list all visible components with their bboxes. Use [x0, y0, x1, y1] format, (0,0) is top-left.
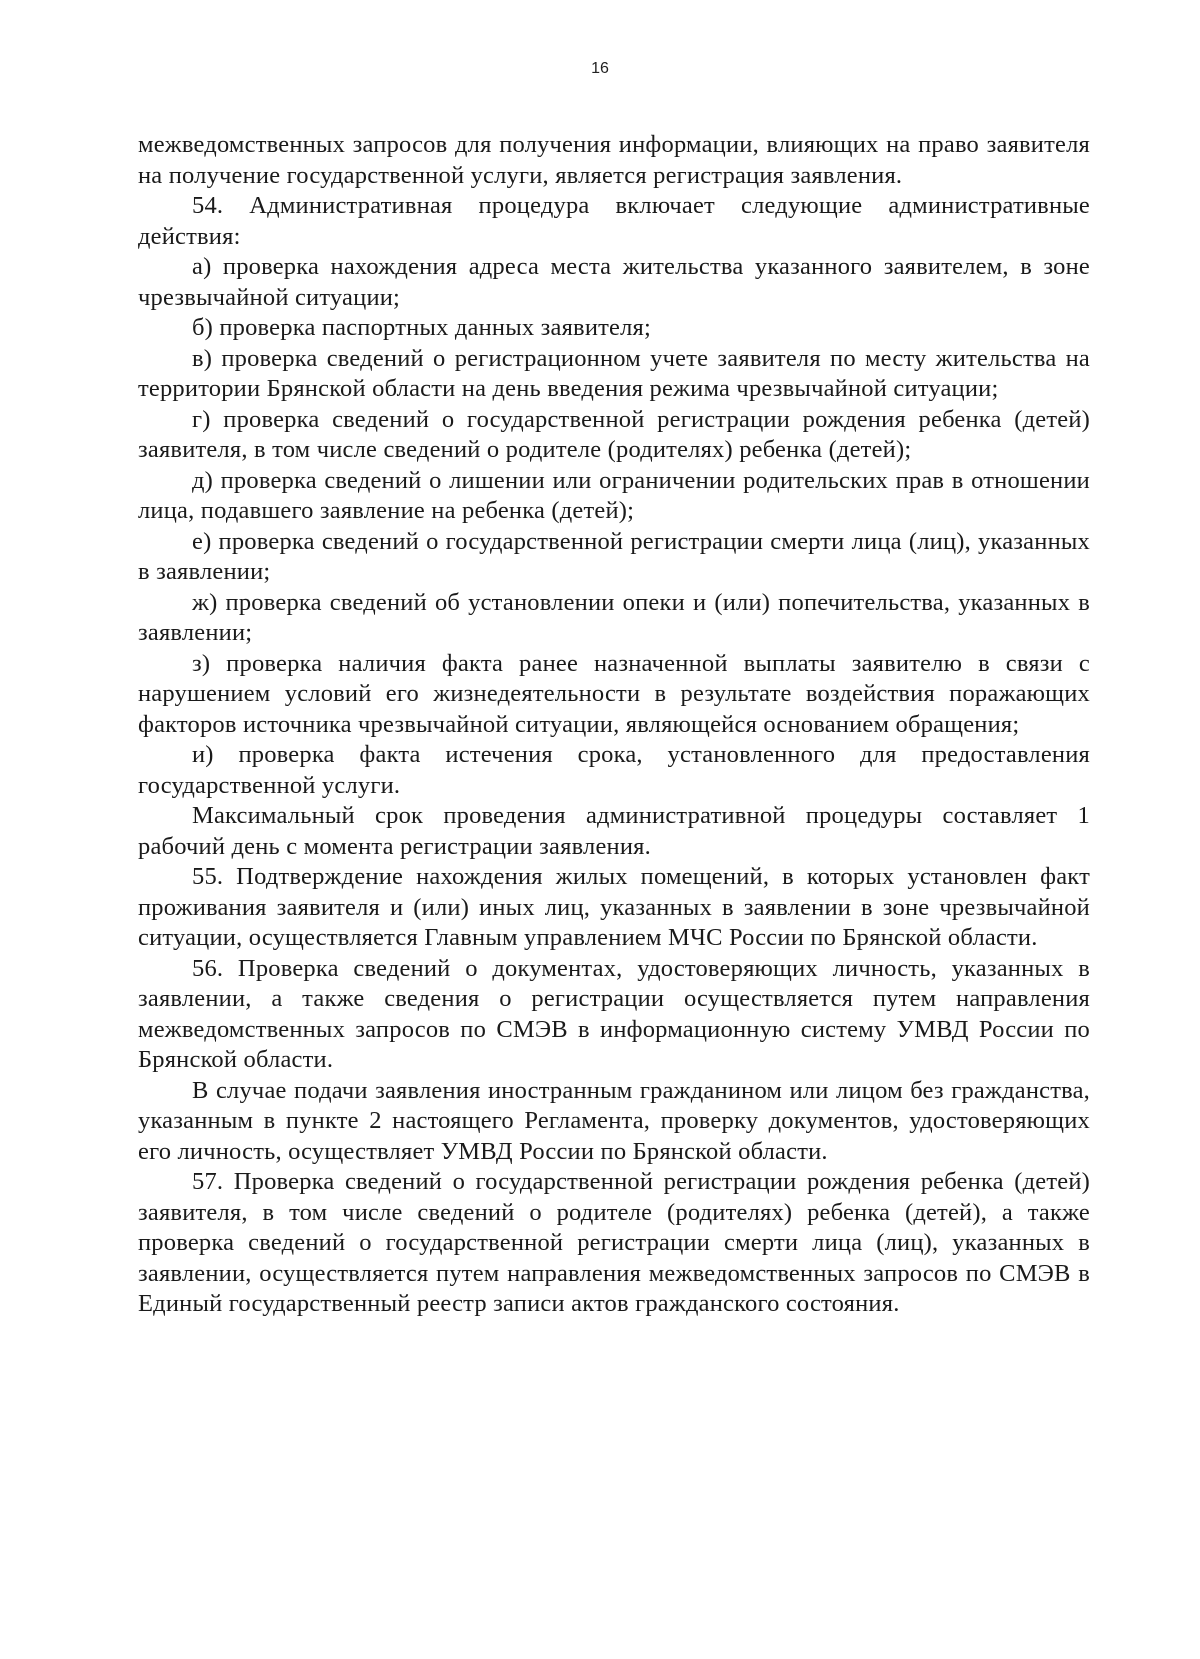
paragraph-57: 57. Проверка сведений о государственной регистрации рождения ребенка (детей) заявителя, в том числе сведений о родителе (родителях) ребенка (детей), а также проверка сведений о государственной регистрации смерти лица (лиц), указанных в заявлении, осуществляется путем направления межведомственных запросов по СМЭВ в Единый государственный реестр записи актов гражданского состояния.: [138, 1168, 1090, 1317]
list-item-a: а) проверка нахождения адреса места жительства указанного заявителем, в зоне чрезвычайной ситуации;: [138, 253, 1090, 311]
list-item-g: г) проверка сведений о государственной регистрации рождения ребенка (детей) заявителя, в том числе сведений о родителе (родителях) ребенка (детей);: [138, 405, 1090, 463]
list-item-z: з) проверка наличия факта ранее назначенной выплаты заявителю в связи с нарушением условий его жизнедеятельности в результате воздействия поражающих факторов источника чрезвычайной ситуации, являющейся основанием обращения;: [138, 649, 1090, 738]
list-item-zh: ж) проверка сведений об установлении опеки и (или) попечительства, указанных в заявлении;: [138, 588, 1090, 646]
paragraph-55: 55. Подтверждение нахождения жилых помещений, в которых установлен факт проживания заявителя и (или) иных лиц, указанных в заявлении в зоне чрезвычайной ситуации, осуществляется Главным управлением МЧС России по Брянской области.: [138, 863, 1090, 951]
list-item-d: д) проверка сведений о лишении или ограничении родительских прав в отношении лица, подавшего заявление на ребенка (детей);: [138, 466, 1090, 524]
list-item-b: б) проверка паспортных данных заявителя;: [192, 314, 652, 341]
list-item-e: е) проверка сведений о государственной регистрации смерти лица (лиц), указанных в заявлении;: [138, 527, 1090, 585]
list-item-i: и) проверка факта истечения срока, установленного для предоставления государственной услуги.: [138, 741, 1090, 799]
document-body: [138, 130, 1090, 1320]
paragraph-continuation: межведомственных запросов для получения информации, влияющих на право заявителя на получение государственной услуги, является регистрация заявления.: [138, 131, 1090, 189]
paragraph-54: 54. Административная процедура включает следующие административные действия:: [138, 192, 1090, 250]
paragraph-max-term: Максимальный срок проведения административной процедуры составляет 1 рабочий день с момента регистрации заявления.: [138, 802, 1090, 860]
paragraph-56: 56. Проверка сведений о документах, удостоверяющих личность, указанных в заявлении, а также сведения о регистрации осуществляется путем направления межведомственных запросов по СМЭВ в информационную систему УМВД России по Брянской области.: [138, 954, 1090, 1073]
paragraph-foreign-citizen: В случае подачи заявления иностранным гражданином или лицом без гражданства, указанным в пункте 2 настоящего Регламента, проверку документов, удостоверяющих его личность, осуществляет УМВД России по Брянской области.: [138, 1076, 1090, 1165]
list-item-v: в) проверка сведений о регистрационном учете заявителя по месту жительства на территории Брянской области на день введения режима чрезвычайной ситуации;: [138, 344, 1090, 402]
page-number: 16: [591, 60, 609, 77]
